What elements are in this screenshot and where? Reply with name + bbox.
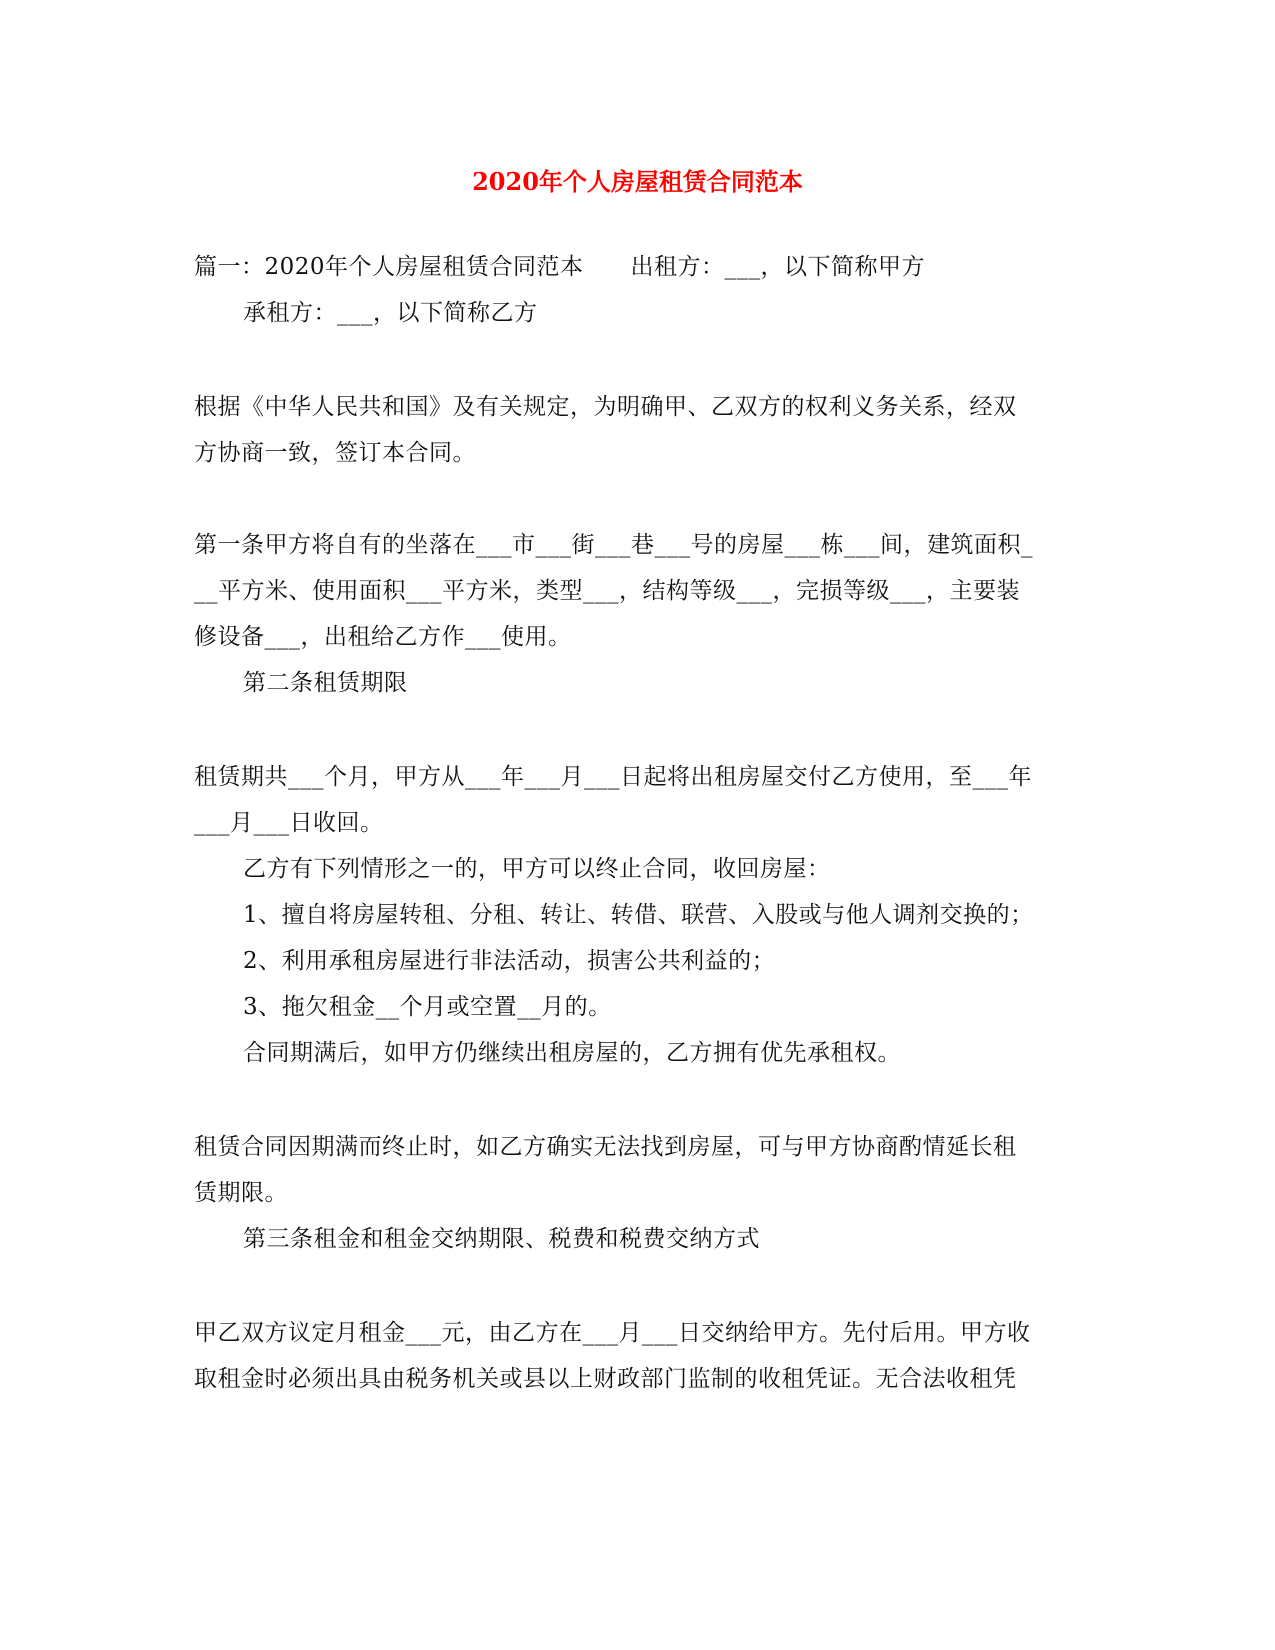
text-line: 合同期满后，如甲方仍继续出租房屋的，乙方拥有优先承租权。 [243,1040,901,1066]
text-line: ___月___日收回。 [194,810,384,836]
text-line: 篇一：2020年个人房屋租赁合同范本 出租方：___，以下简称甲方 [194,254,926,280]
text-line: 乙方有下列情形之一的，甲方可以终止合同，收回房屋： [243,856,831,882]
document-title: 2020年个人房屋租赁合同范本 [472,167,803,196]
text-line: __平方米、使用面积___平方米，类型___，结构等级___，完损等级___，主要装 [194,578,1020,604]
list-item: 1、擅自将房屋转租、分租、转让、转借、联营、入股或与他人调剂交换的； [243,902,1034,928]
list-item: 3、拖欠租金__个月或空置__月的。 [243,994,612,1020]
text-line: 取租金时必须出具由税务机关或县以上财政部门监制的收租凭证。无合法收租凭 [194,1366,1017,1392]
text-line: 承租方：___，以下简称乙方 [243,300,538,326]
list-item: 2、利用承租房屋进行非法活动，损害公共利益的； [243,948,776,974]
text-line: 修设备___，出租给乙方作___使用。 [194,624,572,650]
text-line: 根据《中华人民共和国》及有关规定，为明确甲、乙双方的权利义务关系，经双 [194,394,1017,420]
text-line: 赁期限。 [194,1180,288,1206]
text-line: 甲乙双方议定月租金___元，由乙方在___月___日交纳给甲方。先付后用。甲方收 [194,1320,1031,1346]
section-heading: 第二条租赁期限 [243,670,408,696]
text-line: 方协商一致，签订本合同。 [194,440,476,466]
text-line: 租赁期共___个月，甲方从___年___月___日起将出租房屋交付乙方使用，至___年 [194,764,1032,790]
section-heading: 第三条租金和租金交纳期限、税费和税费交纳方式 [243,1226,760,1252]
text-line: 第一条甲方将自有的坐落在___市___街___巷___号的房屋___栋___间，建筑面积_ [194,532,1033,558]
text-line: 租赁合同因期满而终止时，如乙方确实无法找到房屋，可与甲方协商酌情延长租 [194,1134,1017,1160]
